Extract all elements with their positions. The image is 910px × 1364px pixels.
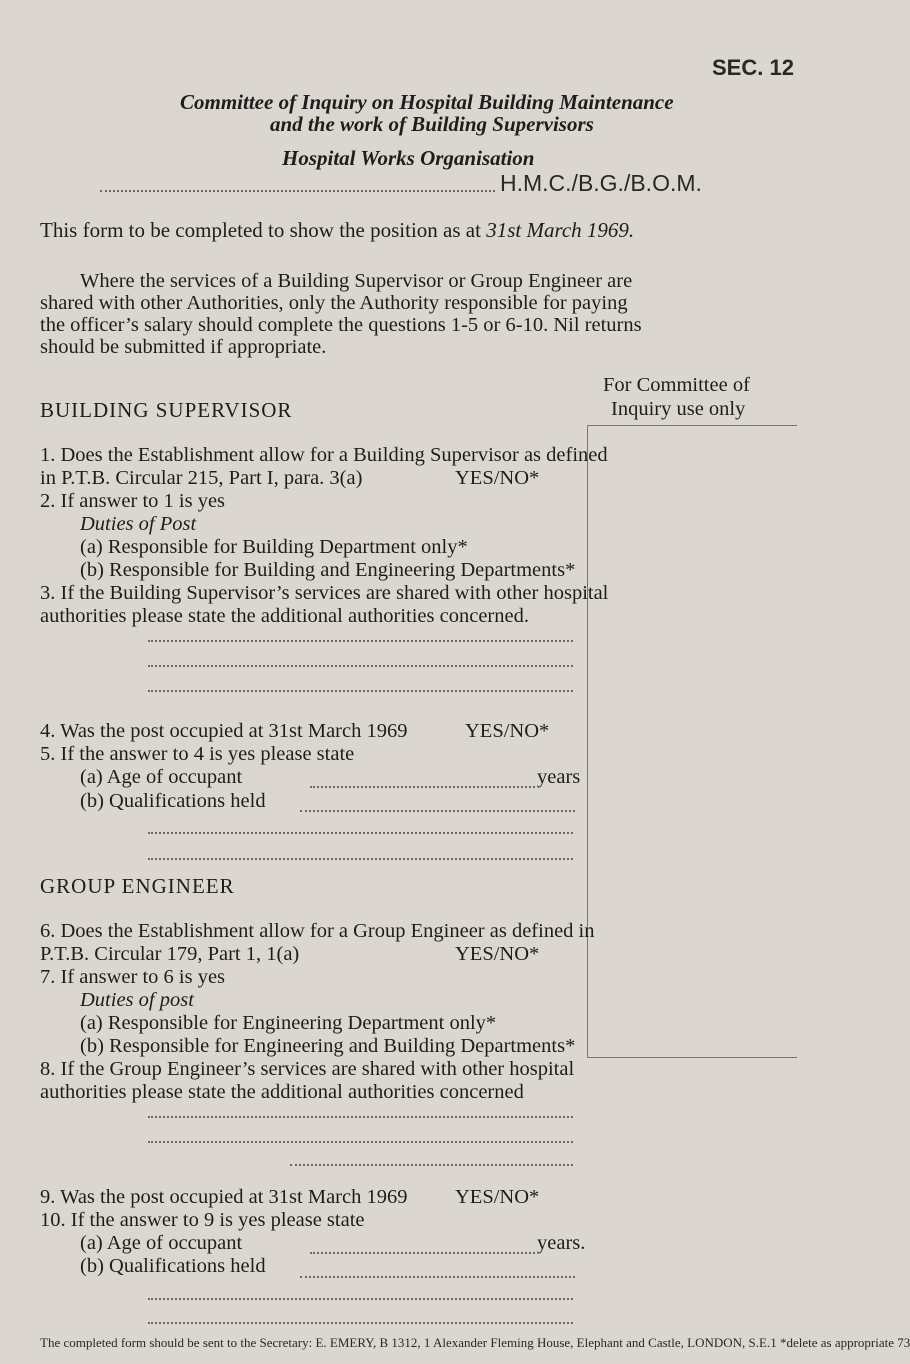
q5b-answer-line-2 (148, 832, 573, 834)
question-5a-unit: years (537, 766, 581, 788)
q10b-answer-line-2 (148, 1298, 573, 1300)
form-title: Committee of Inquiry on Hospital Building Maintenance (180, 90, 674, 114)
q8-answer-line-1 (148, 1116, 573, 1118)
q5b-answer-line-3 (148, 858, 573, 860)
committee-box-label-2: Inquiry use only (611, 398, 746, 420)
intro-date: 31st March 1969. (486, 218, 635, 242)
question-10: 10. If the answer to 9 is yes please state (40, 1209, 365, 1231)
ge-duty-a: (a) Responsible for Engineering Department only* (80, 1012, 497, 1034)
question-6-line-1: 6. Does the Establishment allow for a Group Engineer as defined in (40, 920, 595, 942)
intro-para-line-4: should be submitted if appropriate. (40, 336, 327, 358)
question-7: 7. If answer to 6 is yes (40, 966, 226, 988)
intro-para-line-2: shared with other Authorities, only the Authority responsible for paying (40, 292, 628, 314)
building-supervisor-heading: BUILDING SUPERVISOR (40, 398, 293, 422)
bs-duty-a: (a) Responsible for Building Department only* (80, 536, 468, 558)
delete-note: *delete as appropriate (779, 1335, 895, 1350)
section-tag: SEC. 12 (712, 55, 794, 80)
question-1-answer: YES/NO* (455, 467, 540, 489)
committee-box-left-rule (587, 425, 588, 1058)
q10b-answer-line-1 (300, 1276, 575, 1278)
question-1-line-2: in P.T.B. Circular 215, Part I, para. 3(a) (40, 467, 363, 489)
intro-para-line-3: the officer’s salary should complete the questions 1-5 or 6-10. Nil returns (40, 314, 642, 336)
intro-prefix: This form to be completed to show the position as at (40, 218, 487, 242)
footer-addr1: E. EMERY, (315, 1335, 377, 1350)
footer-block (40, 1335, 910, 1351)
reference-dotted-line (100, 190, 495, 192)
question-9: 9. Was the post occupied at 31st March 1969 (40, 1186, 408, 1208)
form-subtitle: and the work of Building Supervisors (270, 112, 594, 136)
form-organisation: Hospital Works Organisation (282, 146, 535, 170)
page-number: 73 (897, 1335, 910, 1350)
footer-addr2: B 1312, 1 Alexander Fleming House, (379, 1335, 574, 1350)
committee-box-label-1: For Committee of (603, 374, 750, 396)
q3-answer-line-2 (148, 665, 573, 667)
question-4: 4. Was the post occupied at 31st March 1969 (40, 720, 408, 742)
footer-send-to: The completed form should be sent to the Secretary: (40, 1335, 313, 1350)
question-6-line-2: P.T.B. Circular 179, Part 1, 1(a) (40, 943, 300, 965)
question-10b: (b) Qualifications held (80, 1255, 266, 1277)
question-3-line-2: authorities please state the additional authorities concerned. (40, 605, 529, 627)
footer-addr3: Elephant and Castle, (576, 1335, 684, 1350)
question-5a: (a) Age of occupant (80, 766, 243, 788)
question-2: 2. If answer to 1 is yes (40, 490, 226, 512)
ge-duties-label: Duties of post (80, 989, 194, 1011)
q10b-answer-line-3 (148, 1322, 573, 1324)
bs-duties-label: Duties of Post (80, 513, 197, 535)
question-9-answer: YES/NO* (455, 1186, 540, 1208)
question-10a-unit: years. (537, 1232, 586, 1254)
q10a-answer-line (310, 1252, 535, 1254)
q8-answer-line-3 (290, 1164, 573, 1166)
q3-answer-line-1 (148, 640, 573, 642)
question-8-line-2: authorities please state the additional authorities concerned (40, 1081, 524, 1103)
q5a-answer-line (310, 786, 535, 788)
bs-duty-b: (b) Responsible for Building and Engineering Departments* (80, 559, 576, 581)
footer-addr4: LONDON, S.E.1 (687, 1335, 777, 1350)
question-5b: (b) Qualifications held (80, 790, 266, 812)
question-4-answer: YES/NO* (465, 720, 550, 742)
intro-para-line-1: Where the services of a Building Supervisor or Group Engineer are (80, 270, 633, 292)
group-engineer-heading: GROUP ENGINEER (40, 874, 235, 898)
question-10a: (a) Age of occupant (80, 1232, 243, 1254)
ge-duty-b: (b) Responsible for Engineering and Building Departments* (80, 1035, 576, 1057)
reference-code: H.M.C./B.G./B.O.M. (500, 170, 702, 196)
committee-box-bottom-rule (587, 1057, 797, 1058)
q3-answer-line-3 (148, 690, 573, 692)
question-3-line-1: 3. If the Building Supervisor’s services are shared with other hospital (40, 582, 609, 604)
committee-box-top-rule (587, 425, 797, 426)
question-6-answer: YES/NO* (455, 943, 540, 965)
question-1-line-1: 1. Does the Establishment allow for a Building Supervisor as defined (40, 444, 608, 466)
q8-answer-line-2 (148, 1141, 573, 1143)
question-8-line-1: 8. If the Group Engineer’s services are shared with other hospital (40, 1058, 575, 1080)
q5b-answer-line-1 (300, 810, 575, 812)
intro-line (40, 218, 634, 243)
question-5: 5. If the answer to 4 is yes please state (40, 743, 355, 765)
